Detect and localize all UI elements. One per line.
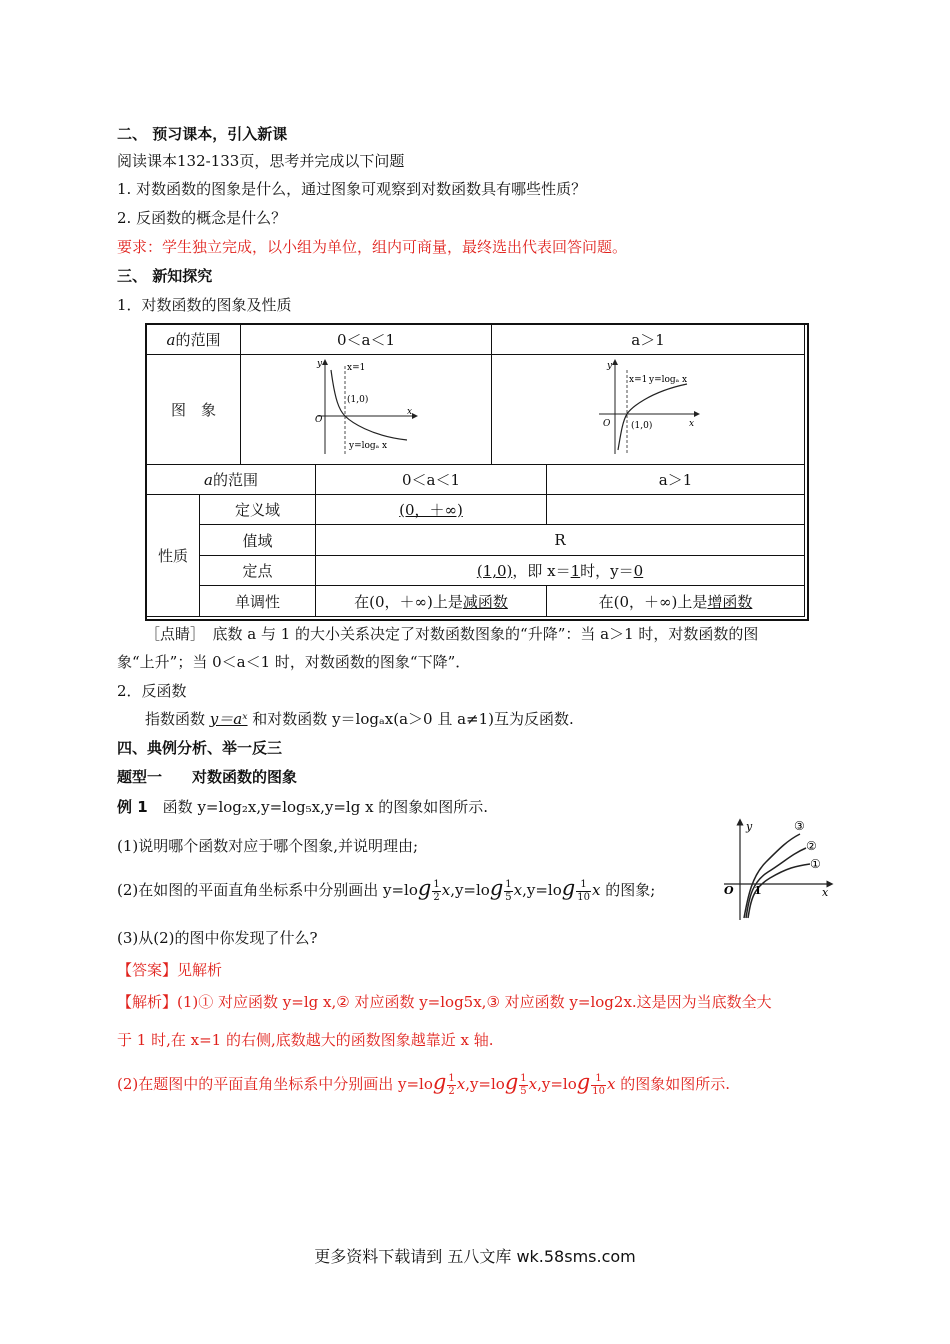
answer-label: 【答案】见解析: [117, 961, 223, 979]
fixed-point-label: 定点: [200, 556, 316, 586]
section-3-heading: 三、 新知探究: [117, 267, 213, 285]
x-label: x: [822, 886, 829, 899]
section-2-heading: 二、 预习课本，引入新课: [117, 125, 288, 143]
function-label: y=logₐ x: [649, 374, 688, 385]
footer: 更多资料下载请到 五八文库 wk.58sms.com: [314, 1247, 636, 1266]
question-2: 2. 反函数的概念是什么？: [117, 209, 287, 227]
row-graph-label: 图 象: [147, 355, 241, 465]
graph-decreasing-cell: [241, 355, 492, 465]
header-range-2: a的范围: [147, 465, 316, 495]
log-graph-decreasing: [311, 356, 421, 460]
header-col2-2: a＞1: [547, 465, 805, 495]
example-part-2: (2)在如图的平面直角坐标系中分别画出 y=log $\frac{1}{2}$ x,y=log $\frac{1}{5}$ x,y=log $\frac{1}{10}$ x 的图象;: [117, 876, 656, 903]
one-label: 1: [754, 884, 762, 897]
monotonicity-decreasing: 在(0，＋∞)上是减函数: [316, 586, 547, 617]
note-line-1: ［点睛］ 底数 a 与 1 的大小关系决定了对数函数图象的“升降”：当 a＞1 时，对数函数的图: [145, 625, 759, 643]
header-col1-2: 0＜a＜1: [316, 465, 547, 495]
decreasing-curve: [331, 370, 407, 440]
range-label: 值域: [200, 525, 316, 556]
x1-label: x=1: [629, 374, 648, 385]
requirement: 要求：学生独立完成，以小组为单位，组内可商量，最终选出代表回答问题。: [117, 238, 628, 256]
monotonicity-increasing: 在(0，＋∞)上是增函数: [547, 586, 805, 617]
item-1-title: 1．对数函数的图象及性质: [117, 296, 292, 314]
footer-link[interactable]: wk.58sms.com: [516, 1247, 636, 1266]
label-1: ①: [810, 857, 821, 871]
increasing-curve: [618, 384, 687, 450]
example-1: 例 1 函数 y=log₂x,y=log₅x,y=lg x 的图象如图所示.: [117, 798, 489, 816]
note-line-2: 象“上升”；当 0＜a＜1 时，对数函数的图象“下降”．: [117, 653, 471, 671]
type-1-title: 题型一 对数函数的图象: [117, 768, 298, 786]
y-label: y: [607, 360, 613, 371]
x1-label: x=1: [347, 362, 366, 373]
origin-label: O: [724, 884, 734, 897]
header-col2: a＞1: [492, 325, 805, 355]
question-1: 1. 对数函数的图象是什么，通过图象可观察到对数函数具有哪些性质？: [117, 180, 587, 198]
example-part-3: (3)从(2)的图中你发现了什么?: [117, 929, 318, 947]
solution-line-3: (2)在题图中的平面直角坐标系中分别画出 y=log $\frac{1}{2}$ x,y=log $\frac{1}{5}$ x,y=log $\frac{1}{10}$ x 的图象如图所示.: [117, 1070, 730, 1097]
reading-instruction: 阅读课本132-133页，思考并完成以下问题: [117, 152, 405, 170]
y-label: y: [317, 358, 323, 369]
x-label: x: [407, 406, 413, 417]
properties-label: 性质: [147, 495, 200, 617]
fixed-point-value: (1,0)，即 x＝1时，y＝0: [316, 556, 805, 586]
point-label: (1,0): [347, 394, 369, 405]
graph-increasing-cell: [492, 355, 805, 465]
curve-2: [746, 848, 806, 918]
header-col1: 0＜a＜1: [241, 325, 492, 355]
origin-label: O: [603, 418, 611, 429]
label-3: ③: [794, 819, 805, 833]
solution-line-2: 于 1 时,在 x=1 的右侧,底数越大的函数图象越靠近 x 轴.: [117, 1031, 494, 1049]
domain-value: (0，＋∞): [316, 495, 547, 525]
range-value: R: [316, 525, 805, 556]
example-part-1: (1)说明哪个函数对应于哪个图象,并说明理由;: [117, 837, 419, 855]
label-2: ②: [806, 839, 817, 853]
inverse-definition: 指数函数 y＝aˣ 和对数函数 y＝logₐx(a＞0 且 a≠1)互为反函数.: [145, 710, 574, 728]
item-2-title: 2．反函数: [117, 682, 187, 700]
monotonicity-label: 单调性: [200, 586, 316, 617]
y-label: y: [746, 820, 753, 833]
domain-label: 定义域: [200, 495, 316, 525]
point-label: (1,0): [631, 420, 653, 431]
properties-table: [146, 464, 805, 617]
x-label: x: [689, 418, 695, 429]
log-graph-increasing: [593, 356, 703, 460]
example-figure: [718, 818, 836, 922]
header-range: a的范围: [147, 325, 241, 355]
origin-label: O: [315, 414, 323, 425]
domain-empty: [547, 495, 805, 525]
graph-table: [146, 324, 805, 465]
solution-line-1: 【解析】(1)① 对应函数 y=lg x,② 对应函数 y=log5x,③ 对应函数 y=log2x.这是因为当底数全大: [117, 993, 772, 1011]
function-label: y=logₐ x: [349, 440, 388, 451]
section-4-heading: 四、典例分析、举一反三: [117, 739, 283, 757]
